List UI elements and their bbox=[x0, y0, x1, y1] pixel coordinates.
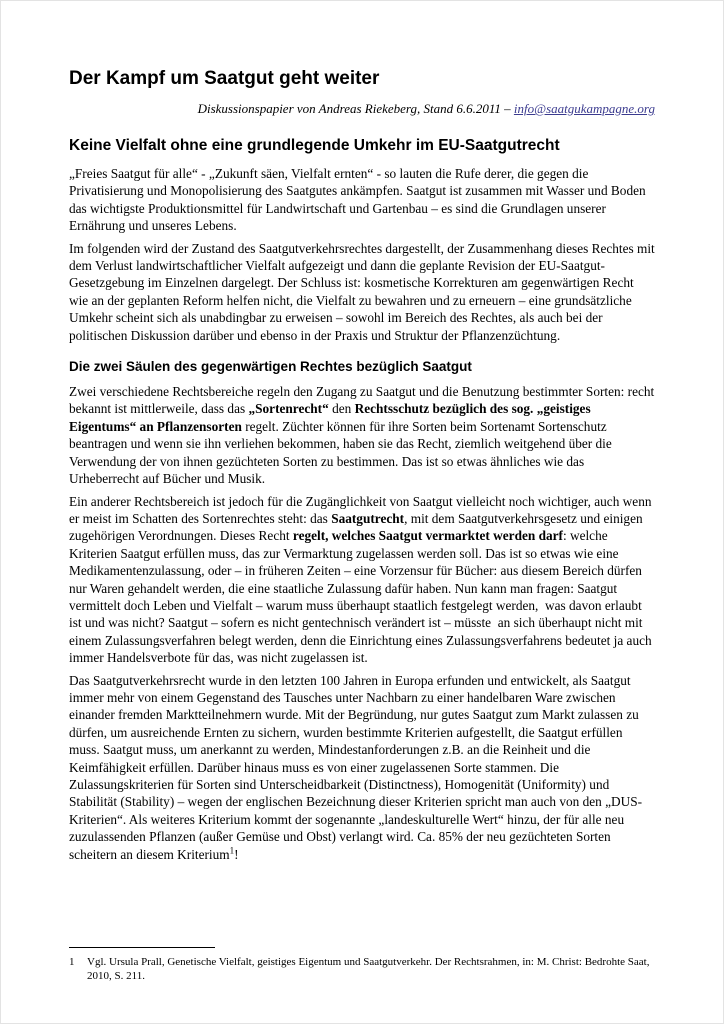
footnote-separator bbox=[69, 947, 215, 948]
text-run: Ein anderer Rechtsbereich ist jedoch für die Zugänglichkeit von Saatgut vielleicht noch wichtiger, auch wenn er meist im Schatten des Sortenrechtes steht: das bbox=[69, 493, 655, 526]
section-heading: Keine Vielfalt ohne eine grundlegende Umkehr im EU-Saatgutrecht bbox=[69, 137, 560, 154]
byline-text: Diskussionspapier von Andreas Riekeberg, Stand 6.6.2011 – bbox=[197, 101, 514, 116]
text-run: , mit dem Saatgutverkehrsgesetz und einigen zugehörigen Verordnungen. Dieses Recht bbox=[69, 510, 646, 544]
text-run: regelt, welches Saatgut vermarktet werden darf bbox=[292, 528, 563, 544]
byline bbox=[69, 101, 655, 117]
text-run: „Freies Saatgut für alle“ - „Zukunft säen, Vielfalt ernten“ - so lauten die Rufe derer, die gegen die Privatisierung und Monopolisierung des Saatgutes ankämpfen. Saatgut ist zusammen mit Wasser und Boden das wichtigste Produktionsmittel für Landwirtschaft und Gartenbau – es sind die Grundlagen unserer Ernährung und unseres Lebens. bbox=[69, 166, 649, 234]
footnote bbox=[69, 955, 655, 983]
text-run: : welche Kriterien Saatgut erfüllen muss, das zur Vermarktung zugelassen werden soll. Das ist so etwas wie eine Medikamentenzulassung, oder – in früheren Zeiten – eine Vorzensur für Bücher: aus diesem Bereich dürfen nur Waren gehandelt werden, die eine staatliche Zulassung dafür haben. Nun kann man fragen: Saatgut vermittelt doch Leben und Vielfalt – warum muss überhaupt staatlich festgelegt werden, was davon erlaubt ist und was nicht? Saatgut – sofern es nicht gentechnisch verändert ist – müsste an sich überhaupt nicht mit einem Zulassungsverfahren belegt werden, denn die Einrichtung eines Zulassungsverfahrens bedeutet ja auch immer Handelsverbote für das, was nicht zugelassen ist. bbox=[69, 528, 655, 666]
subsection-heading: Die zwei Säulen des gegenwärtigen Rechtes bezüglich Saatgut bbox=[69, 359, 472, 375]
paragraph-sortenrecht bbox=[69, 383, 658, 487]
paragraph-intro-1 bbox=[69, 165, 655, 235]
document-title: Der Kampf um Saatgut geht weiter bbox=[69, 68, 380, 89]
footnote-number: 1 bbox=[69, 956, 75, 968]
paragraph-saatgutrecht bbox=[69, 493, 655, 667]
email-link[interactable]: info@saatgukampagne.org bbox=[513, 101, 655, 116]
text-run: Rechtsschutz bezüglich des sog. „geistiges Eigentums“ an Pflanzensorten bbox=[69, 401, 594, 434]
paragraph-intro-2 bbox=[69, 240, 659, 344]
text-run: Zwei verschiedene Rechtsbereiche regeln den Zugang zu Saatgut und die Benutzung bestimmter Sorten: recht bekannt ist mittlerweile, dass das bbox=[69, 384, 658, 417]
footnote-reference: 1 bbox=[229, 845, 235, 856]
text-run: „Sortenrecht“ bbox=[248, 401, 329, 417]
paragraph-saatgutverkehrsrecht bbox=[69, 672, 655, 863]
text-run: Im folgenden wird der Zustand des Saatgutverkehrsrechtes dargestellt, der Zusammenhang dieses Rechtes mit dem Verlust landwirtschaftlicher Vielfalt aufgezeigt und dann die geplante Revision der EU-Saatgut-Gesetzgebung im Einzelnen dargelegt. Der Schluss ist: kosmetische Korrekturen am gegenwärtigen Recht wie an der geplanten Reform helfen nicht, die Vielfalt zu bewahren und zu erneuern – eine grundsätzliche Umkehr scheint sich als unabdingbar zu erweisen – sowohl im Bereich des Rechtes, als auch bei der politischen Diskussion darüber und ebenso in der Praxis und Struktur der Pflanzenzüchtung. bbox=[69, 240, 659, 343]
footnote-text: Vgl. Ursula Prall, Genetische Vielfalt, geistiges Eigentum und Saatgutverkehr. Der Rechtsrahmen, in: M. Christ: Bedrohte Saat, 2010, S. 211. bbox=[87, 956, 650, 982]
text-run: ! bbox=[234, 846, 239, 862]
text-run: Das Saatgutverkehrsrecht wurde in den letzten 100 Jahren in Europa erfunden und entwickelt, als Saatgut immer mehr von einem Gegenstand des Tausches unter Nachbarn zu einer handelbaren Ware zwischen einander fremden Marktteilnehmern wurde. Mit der Begründung, nur gutes Saatgut zum Markt zulassen zu dürfen, um ausreichende Ernten zu sichern, wurden bestimmte Kriterien aufgestellt, die Saatgut erfüllen muss. Saatgut muss, um anerkannt zu werden, Mindestanforderungen z.B. an die Reinheit und die Keimfähigkeit erfüllen. Darüber hinaus muss es von einer zugelassenen Sorte stammen. Die Zulassungskriterien für Sorten sind Unterscheidbarkeit (Distinctness), Homogenität (Uniformity) und Stabilität (Stability) – wegen der englischen Bezeichnung dieser Kriterien spricht man auch von den „DUS-Kriterien“. Als weiteres Kriterium kommt der sogenannte „landeskulturelle Wert“ hinzu, der für alle neu zuzulassenden Pflanzen (außer Gemüse und Obst) verlangt wird. Ca. 85% der neu gezüchteten Sorten scheitern an diesem Kriterium bbox=[69, 672, 643, 862]
text-run: regelt. Züchter können für ihre Sorten beim Sortenamt Sortenschutz beantragen und wenn sie ihn verliehen bekommen, haben sie das Recht, ziemlich weitgehend über die Verwendung der von ihnen gezüchteten Sorten zu bestimmen. Das ist so etwas ähnliches wie das Urheberrecht auf Bücher und Musik. bbox=[69, 418, 615, 487]
text-run: den bbox=[328, 401, 355, 417]
footnote-area bbox=[69, 937, 655, 983]
text-run: Saatgutrecht bbox=[331, 510, 405, 526]
